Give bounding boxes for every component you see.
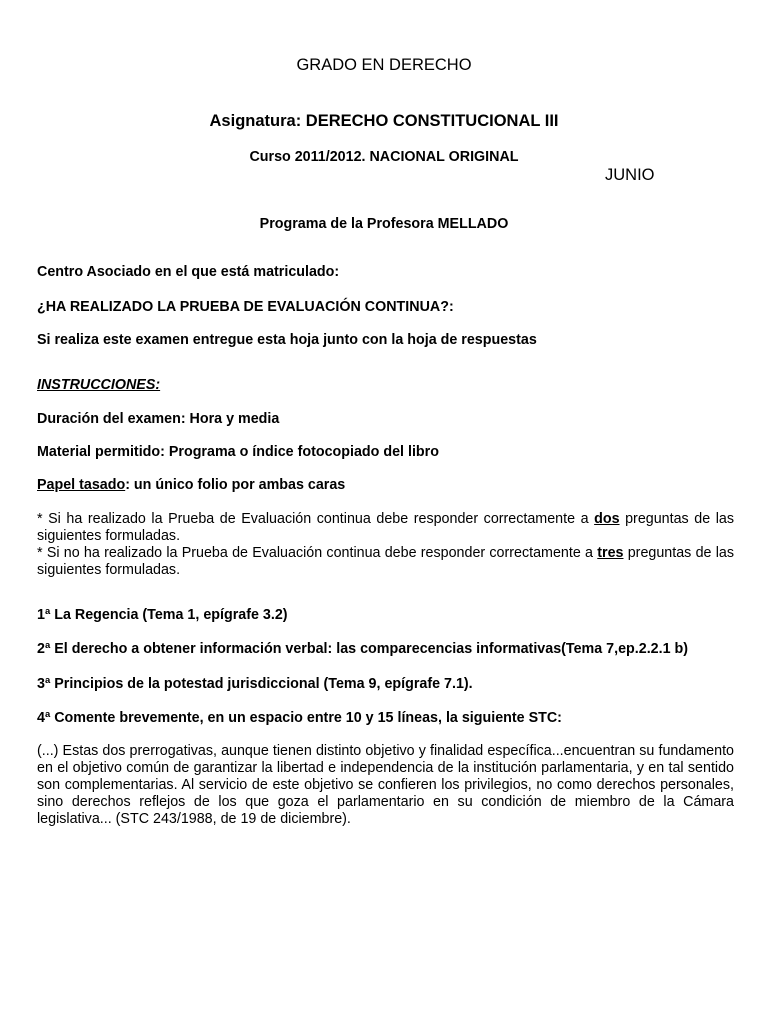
rule1-text-start: * Si ha realizado la Prueba de Evaluación continua debe responder correctamente a <box>37 511 595 527</box>
center-field-label: Centro Asociado en el que está matriculado: <box>37 264 340 280</box>
program-line: Programa de la Profesora MELLADO <box>259 216 509 232</box>
subject-title: Asignatura: DERECHO CONSTITUCIONAL III <box>209 112 559 130</box>
question-2: 2ª El derecho a obtener información verbal: las comparecencias informativas(Tema 7,ep.2.2.1 b) <box>37 641 689 657</box>
question-3: 3ª Principios de la potestad jurisdiccional (Tema 9, epígrafe 7.1). <box>37 676 473 692</box>
exam-duration: Duración del examen: Hora y media <box>37 411 280 427</box>
paper-rule <box>37 477 345 493</box>
rule2-count: tres <box>597 545 624 561</box>
instructions-heading: INSTRUCCIONES: <box>37 377 161 393</box>
session-label: JUNIO <box>605 166 655 184</box>
rule2-text-end: preguntas de las siguientes formuladas. <box>37 545 735 578</box>
paper-rule-label: Papel tasado <box>37 477 126 493</box>
rule-with-continuous-eval <box>37 511 734 545</box>
rule1-count: dos <box>594 511 620 527</box>
rule1-text-end: preguntas de las siguientes formuladas. <box>37 511 734 544</box>
course-line: Curso 2011/2012. NACIONAL ORIGINAL <box>249 149 519 165</box>
question-4: 4ª Comente brevemente, en un espacio entre 10 y 15 líneas, la siguiente STC: <box>37 710 562 726</box>
paper-rule-text: : un único folio por ambas caras <box>125 477 346 493</box>
stc-quote: (...) Estas dos prerrogativas, aunque tienen distinto objetivo y finalidad específica...encuentran su fundamento en el objetivo común de garantizar la libertad e independencia de la institución parlamentaria, y en tal sentido son complementarias. Al servicio de este objetivo se confieren los privilegios, no como derechos personales, sino derechos reflejos de los que goza el parlamentario en su condición de miembro de la Cámara legislativa... (STC 243/1988, de 19 de diciembre). <box>37 743 734 827</box>
continuous-eval-question: ¿HA REALIZADO LA PRUEBA DE EVALUACIÓN CONTINUA?: <box>37 299 454 315</box>
allowed-material: Material permitido: Programa o índice fotocopiado del libro <box>37 444 439 460</box>
rule-without-continuous-eval <box>37 545 734 579</box>
rule2-text-start: * Si no ha realizado la Prueba de Evaluación continua debe responder correctamente a <box>37 545 598 561</box>
submit-note: Si realiza este examen entregue esta hoja junto con la hoja de respuestas <box>37 332 537 348</box>
degree-title: GRADO EN DERECHO <box>296 56 472 74</box>
question-1: 1ª La Regencia (Tema 1, epígrafe 3.2) <box>37 607 288 623</box>
